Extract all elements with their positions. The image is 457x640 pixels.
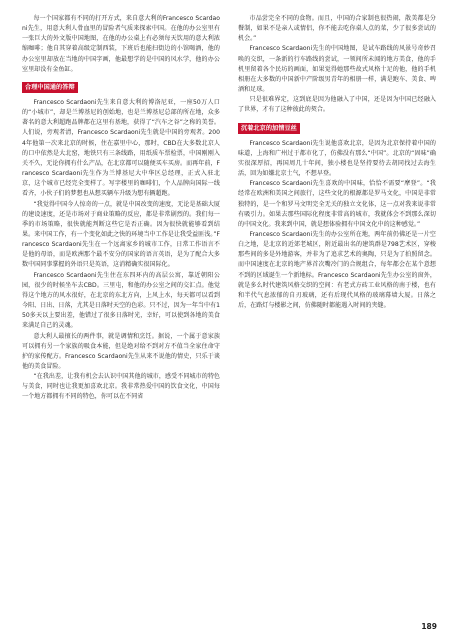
paragraph: Francesco Scardaoni先生的办公室所在地，两年前仍佛还是一片空白之地，是北京的近郊老城区，附近最出名的建筑群是798艺术区，穿梭那些间的多是外地游客，并非为了追求艺术的奥陶，只是为了拍照留念。而中国速度在北京的地产界首次嘴冷门的合规组合，每年都会在某个意想不到的区域诞生一个新地标。Francesco Scardaoni先生办公室的窗外，就是多么时代建筑风格交织的空间：有老式方砖工业风格的南于楼，也有和半代气息浓郁的自刃玻璃，还有后现代风格的玻璃幕墙大厦。日落之后，在路灯与楼影之间，仿佛随时都能遇入时间的夹缝。 [238,230,436,310]
paragraph: Francesco Scardaoni先生喜欢的中国味，恰恰不需要“摩登”。“我经常在欧洲和美国之间旅行，这些文化的根源都是罗马文化，中国是非常独特的，是一个和罗马文明完全无关的独立文化体，这一点对我来说非常有吸引力。如果去那些国际化程度非常高的城市，我就体会不到那么深切的中国文化。我来到中国，就是想体验拥有中国文化中的这种感觉。” [238,180,436,228]
paragraph: “我觉得中国今人惊奇的一点，就是中国改变的速度，无论是基础大厦的建设速度，还是市场对于商业策略的反应，都是非常剧烈的。我们每一季的市场策略，很快就能判断这些它是否正确。因为很快就能够看到结果。来中国工作，有一个变化如此之快的环境当中工作是让我受益匪浅。”Francesco Scardaoni先生在一个远离家乡的城市工作，日常工作语言不是他的母语，而是欧洲那个最不安分的国家的语言英语，是为了配合大多数中国同事掌握的外语只是英语，这消精确实很国际化。 [22,200,220,269]
paragraph: 市品尝完全不同的食物。而且，中国的合家制也很热闹，散美都是分餐制，如果不是亲人或情侣，你不能去吃你桌人点的菜，少了很多尝试的机会。” [238,15,436,43]
section-heading: 沉着北京的加情豆丝 [238,123,300,134]
paragraph: 只是很难界定，这到底是因为他融入了中国，还是因为中国已经融入了世界，才有了这种彼此的契合。 [238,96,436,114]
paragraph: Francesco Scardaoni先生说他喜欢北京，是因为北京保持着中国的味道，上海和广州过于都市化了，仿佛没有那么“中国”。北京的“固味”确实很深厚招，再国周几十年间，独小楼也是坚持要待去胡同找过去海生活，回为如嫌北京土气，不想早登。 [238,139,436,178]
paragraph: Francesco Scardaoni先生住在东四环内的高层公寓，靠近朝阳公园，很少的时候坐车去CBD。三里屯，和他的办公室之间的交汇点。他觉得这个地方的风水很好，在北京的东北方向，上风上水，每天都可以看到今阳、日出、日落，尤其是日落时天空的色彩。只不过，因为一年当中有150多天以上要出差，他错过了很多日落时光，幸好，可以使到各地的美食来满足自己的灵魂。 [22,271,221,330]
left-column [22,14,220,403]
paragraph: Francesco Scardaoni先生来自意大利的博洛尼亚，一座50万人口的“小城市”，却是兰博基尼的创始地，也是兰博基尼总部的所在地，众多著名的意大利超跑品牌都在这里有基地，获得了“汽车之谷”之称的美誉。人们说，旁观者清，Francesco Scardaoni先生就是中国的旁观者。2004年他第一次来北京的时候，住在嘉里中心，那时，CBD在大多数北京人的口中依然是大北窑，地铁只有三条线路，用纸质车票检票，中国刚刚入关不久，无论你拥有什么产品，在北京都可以随便买车买房。而再年前，Francesco Scardaoni先生作为兰博基尼大中华区总经理，正式入驻北京，这个城市已经完全变样了。写字楼里的咖啡们，个人品牌向国际一线看齐，小伙子们的梦想也从想买辆车升级为想有辆超跑。 [22,98,220,198]
paragraph: “在我出差，让我有机会去认识中国其他的城市，感受不同城市的特色与美食，同时也让我更加喜欢北京。我非常热爱中国的饮食文化，中国每一个地方都拥有不同的特色，你可以在不同省 [22,373,220,401]
paragraph: 意大利人最擅长的两件事，就是调情和烹饪。据说，一个属于意家族可以拥有另一个家族的吸食本能，但是绝对给不到对方不值当全家住命守护的家传配方。Francesco Scardaoni先生从来不说他的情史，只乐于谈他的美食冒险。 [22,332,220,370]
paragraph: Francesco Scardaoni先生的中国地图，是试车路线的风景号奇妙召唤的交织，一条新的行车路线的尝试，一领间所未闻的地方美食，他的手机里留着各个民坊的画面，如果觉得她那些故式风格十足的他，他的手机相册在大多数的中国新中产阶级男青年的相册一样，满是跑车、美食、啤酒和足球。 [238,45,436,94]
paragraph: 每一个国家都有不同的打开方式，来自意大利的Francesco Scardaoni先生，用意大利人骨血里的冒险者气质来探索中国。在他的办公室里有一张巨大的外文版中国地图，在他的办公桌上有必须每天饮用的意大利浓缩咖啡；他自其穿着高级定制西装，下班后也能扫街边的小馆喝酒，他的办公室里却放在当地的中国字画，他最想学的是中国的风水学，他的办公室里却没有金鱼缸。 [22,15,220,73]
page-number: 189 [421,622,437,631]
right-column [238,14,436,311]
section-heading: 合理中国通的答辩 [22,82,78,93]
